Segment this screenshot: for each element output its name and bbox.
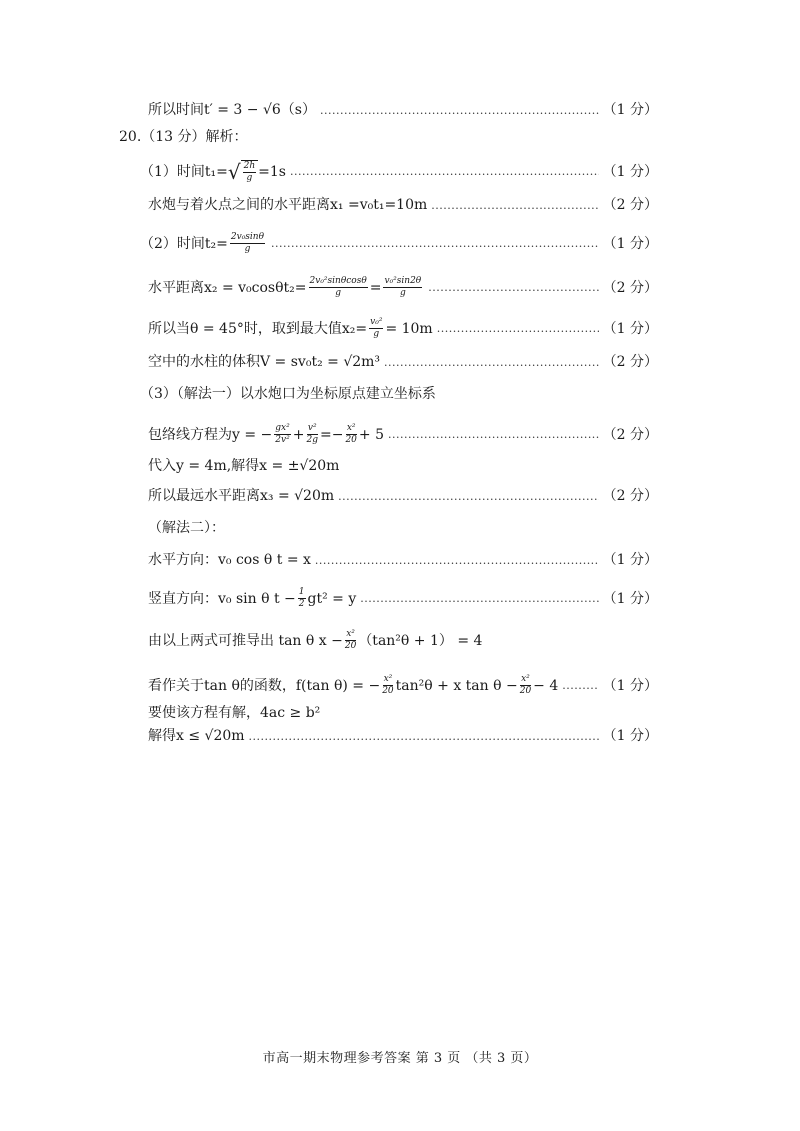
fraction-numerator: 2v₀²sinθcosθ (309, 276, 367, 286)
method-one-header (140, 387, 650, 401)
line-text-prefix: （1）时间t₁= (140, 163, 228, 180)
points-label: （2 分） (602, 279, 658, 296)
line-text-suffix: gt² = y (307, 590, 357, 607)
answer-line-volume (148, 355, 658, 369)
line-text-prefix: 包络线方程为y = − (148, 426, 273, 443)
fraction (345, 630, 356, 651)
fraction-denominator: 2v² (275, 435, 290, 445)
line-text-suffix: + 5 (358, 426, 384, 443)
fraction-numerator: 2v₀sinθ (230, 232, 265, 242)
line-text: 20.（13 分）解析： (119, 129, 248, 145)
fraction (274, 424, 290, 445)
points-label: （2 分） (602, 426, 658, 443)
answer-line-envelope (148, 424, 658, 445)
line-text: 水炮与着火点之间的水平距离x₁ =v₀t₁=10m (148, 197, 428, 213)
points-label: （1 分） (602, 235, 658, 252)
line-text-prefix: 看作关于tan θ的函数，f(tan θ) = − (148, 677, 381, 694)
line-text-prefix: 竖直方向：v₀ sin θ t − (148, 590, 296, 607)
answer-line-max-x2 (148, 318, 658, 339)
line-text-mid: =− (319, 426, 344, 443)
points-label: （2 分） (602, 354, 658, 370)
fraction-denominator: 20 (344, 641, 357, 651)
fraction (382, 675, 393, 696)
fraction (306, 424, 318, 445)
fraction-numerator: gx² (275, 423, 290, 433)
fraction-denominator: 20 (519, 686, 532, 696)
points-label: （1 分） (602, 677, 658, 694)
points-label: （1 分） (602, 552, 658, 568)
fraction (243, 162, 257, 183)
leader-dots (437, 323, 599, 334)
leader-dots (360, 593, 598, 604)
line-text: 代入y = 4m,解得x = ±√20m (148, 458, 340, 474)
line-text-mid: tan²θ + x tan θ − (395, 677, 518, 694)
fraction-numerator: x² (383, 674, 393, 684)
fraction-denominator: g (335, 288, 342, 298)
sqrt-expression (228, 160, 258, 183)
answer-line-t1 (140, 160, 658, 183)
points-label: （1 分） (602, 728, 658, 744)
answer-line-final (148, 729, 658, 743)
fraction (345, 424, 356, 445)
fraction-numerator: 1 (298, 587, 305, 597)
fraction-numerator: v² (307, 423, 317, 433)
fraction (383, 277, 422, 298)
fraction-numerator: x² (346, 423, 356, 433)
points-label: （1 分） (602, 102, 658, 118)
answer-line-x2 (148, 277, 658, 298)
line-text-suffix: − 4 (533, 677, 559, 694)
answer-line-substitute (148, 459, 658, 473)
fraction (309, 277, 368, 298)
fraction (298, 588, 306, 609)
fraction-denominator: g (399, 288, 406, 298)
leader-dots (249, 731, 599, 742)
fraction-denominator: g (244, 244, 251, 254)
question-20-header (119, 130, 629, 144)
fraction-denominator: g (373, 329, 380, 339)
line-text: 解得x ≤ √20m (148, 728, 245, 744)
line-text-mid: + (292, 426, 305, 443)
answer-line-x3 (148, 489, 658, 503)
leader-dots (290, 166, 599, 177)
leader-dots (431, 200, 598, 211)
answer-line-condition (148, 706, 658, 720)
leader-dots (384, 357, 599, 368)
leader-dots (271, 238, 599, 249)
answer-line-function (148, 675, 658, 696)
leader-dots (562, 680, 598, 691)
fraction-denominator: 20 (382, 686, 394, 696)
answer-line-x1 (148, 198, 658, 212)
answer-line-time-result (148, 103, 658, 117)
line-text-prefix: 水平距离x₂ = v₀cosθt₂= (148, 279, 307, 296)
sqrt-symbol: √ (227, 159, 241, 184)
fraction-denominator: 2g (306, 435, 318, 445)
leader-dots (388, 429, 599, 440)
line-text-suffix: = 10m (385, 320, 433, 337)
page-footer: 市高一期末物理参考答案 第 3 页 （共 3 页） (262, 1051, 538, 1066)
line-text-prefix: （2）时间t₂= (140, 235, 228, 252)
leader-dots (315, 555, 599, 566)
fraction-denominator: 2 (298, 599, 305, 609)
answer-line-horizontal (148, 553, 658, 567)
leader-dots (338, 491, 598, 502)
line-text-prefix: 由以上两式可推导出 tan θ x − (148, 632, 343, 649)
line-text: （3）（解法一）以水炮口为坐标原点建立坐标系 (140, 386, 436, 402)
line-text-prefix: 所以当θ = 45°时，取到最大值x₂= (148, 320, 368, 337)
points-label: （2 分） (602, 197, 658, 213)
leader-dots (428, 282, 598, 293)
fraction-numerator: v₀² (370, 317, 383, 327)
fraction-denominator: g (246, 173, 253, 183)
fraction (230, 233, 265, 254)
fraction (520, 675, 531, 696)
points-label: （1 分） (602, 590, 658, 607)
fraction-denominator: 20 (345, 435, 357, 445)
answer-line-vertical (148, 588, 658, 609)
method-two-header (148, 521, 658, 535)
fraction (369, 318, 383, 339)
leader-dots (320, 105, 599, 116)
points-label: （1 分） (602, 163, 658, 180)
answer-line-derive (148, 630, 658, 651)
line-text-suffix: =1s (258, 163, 286, 180)
line-text: （解法二）： (148, 520, 225, 536)
line-text-suffix: （tan²θ + 1） = 4 (358, 632, 483, 649)
line-text: 水平方向：v₀ cos θ t = x (148, 552, 311, 568)
line-text: 所以时间t′ = 3 − √6（s） (148, 102, 316, 118)
line-text: 要使该方程有解，4ac ≥ b² (148, 705, 321, 721)
fraction-numerator: x² (346, 629, 355, 639)
fraction-numerator: v₀²sin2θ (384, 276, 422, 286)
points-label: （1 分） (602, 320, 658, 337)
line-text: 空中的水柱的体积V = sv₀t₂ = √2m³ (148, 354, 381, 370)
points-label: （2 分） (602, 488, 658, 504)
fraction-numerator: x² (521, 674, 530, 684)
fraction-numerator: 2h (243, 161, 256, 171)
answer-line-t2 (140, 233, 658, 254)
line-text-mid: = (369, 279, 382, 296)
line-text: 所以最远水平距离x₃ = √20m (148, 488, 335, 504)
